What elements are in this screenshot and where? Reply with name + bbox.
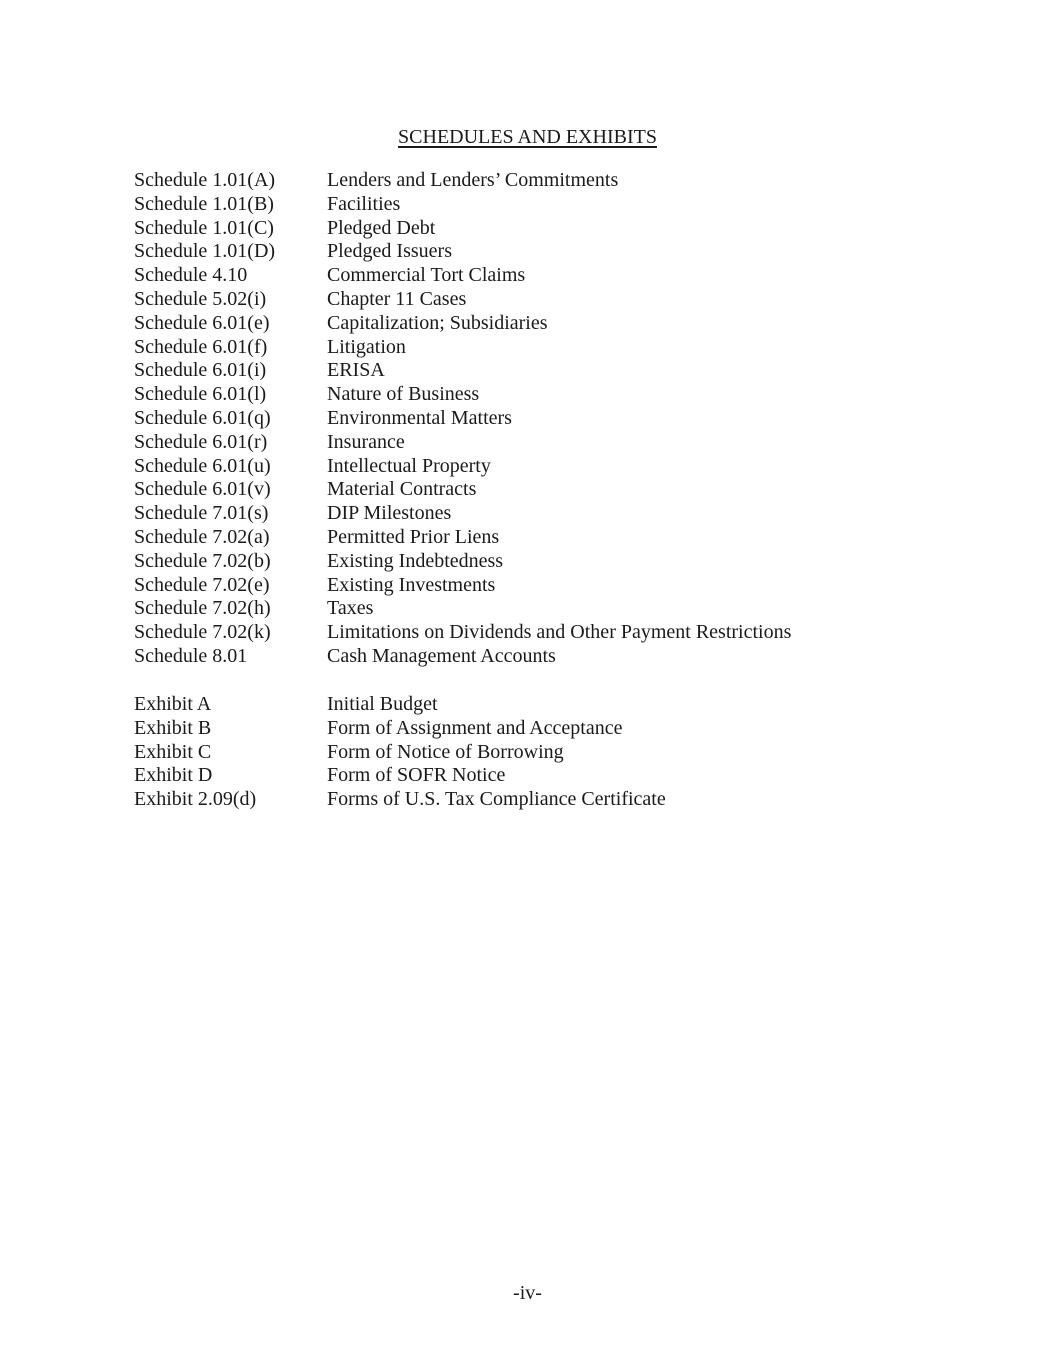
schedule-row bbox=[134, 407, 934, 431]
exhibit-row bbox=[134, 764, 934, 788]
schedule-row bbox=[134, 645, 934, 669]
schedule-row bbox=[134, 550, 934, 574]
schedules-list bbox=[134, 169, 934, 669]
schedule-description: ERISA bbox=[327, 359, 385, 382]
schedule-row bbox=[134, 574, 934, 598]
schedule-row bbox=[134, 217, 934, 241]
schedule-description: Facilities bbox=[327, 192, 401, 215]
schedule-description: Chapter 11 Cases bbox=[327, 287, 467, 310]
schedule-ref: Schedule 6.01(q) bbox=[134, 406, 271, 429]
schedule-description: Environmental Matters bbox=[327, 406, 512, 429]
schedule-description: Cash Management Accounts bbox=[327, 644, 556, 667]
schedule-description: Existing Investments bbox=[327, 573, 496, 596]
schedule-description: Limitations on Dividends and Other Payment Restrictions bbox=[327, 621, 792, 644]
schedule-row bbox=[134, 336, 934, 360]
exhibit-ref: Exhibit D bbox=[134, 764, 213, 787]
schedule-row bbox=[134, 169, 934, 193]
schedule-row bbox=[134, 597, 934, 621]
schedule-description: Taxes bbox=[327, 597, 374, 620]
schedule-ref: Schedule 1.01(C) bbox=[134, 216, 274, 239]
exhibit-description: Form of Assignment and Acceptance bbox=[327, 716, 623, 739]
schedule-row bbox=[134, 288, 934, 312]
exhibit-row bbox=[134, 693, 934, 717]
schedule-description: Capitalization; Subsidiaries bbox=[327, 311, 548, 334]
exhibit-ref: Exhibit B bbox=[134, 716, 212, 739]
schedule-row bbox=[134, 621, 934, 645]
schedule-row bbox=[134, 455, 934, 479]
schedule-description: Intellectual Property bbox=[327, 454, 491, 477]
schedule-description: Existing Indebtedness bbox=[327, 549, 504, 572]
schedule-ref: Schedule 7.02(a) bbox=[134, 525, 270, 548]
schedule-ref: Schedule 1.01(B) bbox=[134, 192, 274, 215]
schedule-ref: Schedule 7.02(b) bbox=[134, 549, 271, 572]
schedule-ref: Schedule 6.01(i) bbox=[134, 359, 267, 382]
schedule-ref: Schedule 6.01(u) bbox=[134, 454, 271, 477]
schedule-row bbox=[134, 478, 934, 502]
exhibit-description: Form of SOFR Notice bbox=[327, 764, 506, 787]
exhibit-row bbox=[134, 717, 934, 741]
schedule-description: Lenders and Lenders’ Commitments bbox=[327, 169, 619, 191]
schedule-row bbox=[134, 502, 934, 526]
exhibit-description: Initial Budget bbox=[327, 693, 438, 715]
schedule-row bbox=[134, 264, 934, 288]
schedule-ref: Schedule 6.01(l) bbox=[134, 383, 267, 406]
schedule-row bbox=[134, 359, 934, 383]
schedule-description: Nature of Business bbox=[327, 383, 480, 406]
schedule-row bbox=[134, 431, 934, 455]
schedule-ref: Schedule 6.01(v) bbox=[134, 478, 271, 501]
schedule-description: Insurance bbox=[327, 430, 405, 453]
schedule-ref: Schedule 1.01(D) bbox=[134, 240, 276, 263]
schedule-description: Permitted Prior Liens bbox=[327, 525, 500, 548]
schedule-description: DIP Milestones bbox=[327, 502, 452, 525]
page-number: -iv- bbox=[513, 1282, 542, 1304]
schedule-ref: Schedule 4.10 bbox=[134, 264, 248, 287]
schedule-description: Litigation bbox=[327, 335, 406, 358]
page-title: SCHEDULES AND EXHIBITS bbox=[398, 126, 657, 148]
schedule-ref: Schedule 6.01(e) bbox=[134, 311, 270, 334]
schedule-description: Pledged Debt bbox=[327, 216, 436, 239]
schedule-ref: Schedule 7.02(k) bbox=[134, 621, 271, 644]
schedule-row bbox=[134, 526, 934, 550]
exhibit-ref: Exhibit A bbox=[134, 693, 212, 715]
schedule-description: Commercial Tort Claims bbox=[327, 264, 526, 287]
schedule-ref: Schedule 8.01 bbox=[134, 644, 248, 667]
schedule-row bbox=[134, 240, 934, 264]
schedule-row bbox=[134, 193, 934, 217]
schedule-row bbox=[134, 312, 934, 336]
exhibit-row bbox=[134, 788, 934, 812]
schedule-description: Pledged Issuers bbox=[327, 240, 452, 263]
schedule-description: Material Contracts bbox=[327, 478, 477, 501]
schedule-ref: Schedule 7.02(e) bbox=[134, 573, 270, 596]
schedule-ref: Schedule 6.01(f) bbox=[134, 335, 268, 358]
schedule-ref: Schedule 7.02(h) bbox=[134, 597, 271, 620]
exhibit-row bbox=[134, 741, 934, 765]
schedule-ref: Schedule 6.01(r) bbox=[134, 430, 268, 453]
schedule-ref: Schedule 1.01(A) bbox=[134, 169, 276, 191]
exhibit-ref: Exhibit C bbox=[134, 740, 212, 763]
exhibit-description: Form of Notice of Borrowing bbox=[327, 740, 564, 763]
exhibit-description: Forms of U.S. Tax Compliance Certificate bbox=[327, 788, 666, 811]
schedule-row bbox=[134, 383, 934, 407]
schedule-ref: Schedule 5.02(i) bbox=[134, 287, 267, 310]
exhibits-list bbox=[134, 693, 934, 812]
exhibit-ref: Exhibit 2.09(d) bbox=[134, 788, 257, 811]
schedule-ref: Schedule 7.01(s) bbox=[134, 502, 269, 525]
